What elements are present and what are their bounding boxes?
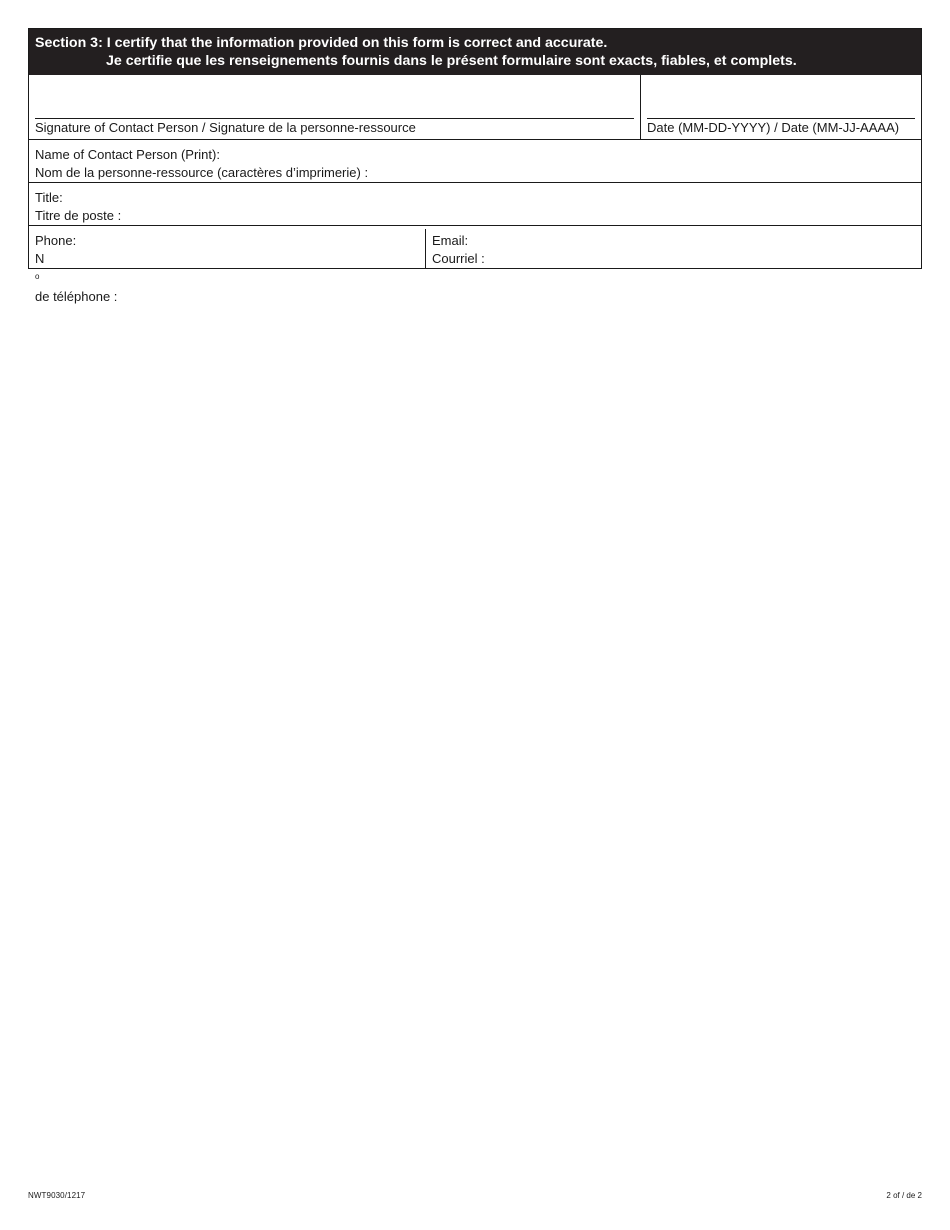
date-field[interactable] (641, 75, 921, 139)
contact-row (29, 225, 921, 304)
title-row (29, 182, 921, 225)
contact-name-label-en: Name of Contact Person (Print): (35, 147, 220, 162)
page-number: 2 of / de 2 (886, 1191, 922, 1200)
section-3-header (29, 29, 921, 75)
phone-label-fr-sup: o (35, 272, 40, 281)
phone-label-fr-rest: de téléphone : (35, 289, 118, 304)
section-3-header-en: Section 3: I certify that the information provided on this form is correct and accurate. (35, 35, 608, 51)
email-field[interactable] (426, 229, 921, 268)
title-label-fr: Titre de poste : (35, 208, 122, 223)
title-field[interactable] (29, 186, 921, 225)
signature-label: Signature of Contact Person / Signature de la personne-ressource (35, 120, 416, 135)
contact-name-field[interactable] (29, 143, 921, 182)
phone-label-fr (35, 250, 419, 306)
email-label-en: Email: (432, 233, 469, 248)
certification-section (28, 28, 922, 304)
phone-label-fr-prefix: N (35, 251, 45, 266)
email-label-fr: Courriel : (432, 251, 485, 266)
date-label: Date (MM-DD-YYYY) / Date (MM-JJ-AAAA) (647, 120, 900, 135)
title-label-en: Title: (35, 190, 63, 205)
name-row (29, 139, 921, 182)
form-code: NWT9030/1217 (28, 1191, 86, 1200)
phone-label-en: Phone: (35, 233, 77, 248)
phone-field[interactable] (29, 229, 426, 304)
signature-row (29, 75, 921, 139)
signature-field[interactable] (29, 75, 641, 139)
section-3-header-fr: Je certifie que les renseignements fournis dans le présent formulaire sont exacts, fiables, et complets. (106, 53, 797, 69)
contact-name-label-fr: Nom de la personne-ressource (caractères d’imprimerie) : (35, 165, 369, 180)
